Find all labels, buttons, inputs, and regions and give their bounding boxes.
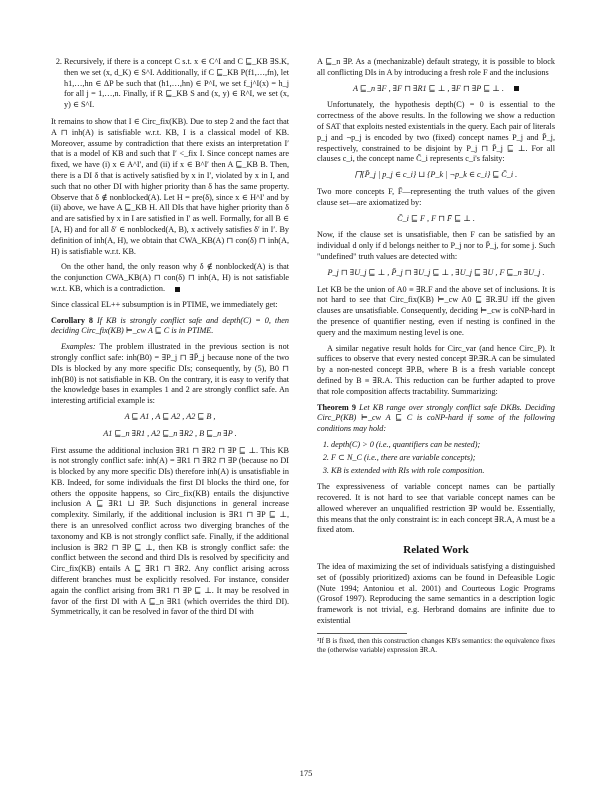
corollary-label: Corollary 8 xyxy=(51,315,94,325)
undefined-values-paragraph: Now, if the clause set is unsatisfiable, then F can be satisfied by an individual d only if d belongs neither to P_j nor to P̄_j, for some j. Such "undefined" truth values are detected with: xyxy=(317,230,555,261)
page-number: 175 xyxy=(299,768,313,778)
related-work-paragraph: The idea of maximizing the set of individuals satisfying a distinguished set of (possibly prioritized) axioms can be found in Defeasible Logic (Nute 1994; Antoniou et al. 2001) and Courteous Logic Programs (Grosof 1997). Reproducing the same semantics in a description logic framework is not trivial, e.g. Herbrand domains are infinite due to existential xyxy=(317,562,555,626)
examples-paragraph xyxy=(51,342,289,407)
examples-text: The problem illustrated in the previous section is not strongly conflict safe: inh(B0) = ∃P_j ⊓ ∃P̄_j because none of the two DIs is blocked by any more specific DIs; consequently, by (5), B0 ⊓ inh(B0) is not satisfiable in KB. On the contrary, it is easy to verify that the knowledge bases in examples 1 and 2 are strongly conflict safe. An interesting artificial example is: xyxy=(51,342,289,406)
proof-paragraph-1: It remains to show that I ∈ Circ_fix(KB). Due to step 2 and the fact that A ⊓ inh(A) is satisfiable w.r.t. KB, I is a classical model of KB. Moreover, assume by contradiction that there exists an interpretation I′ that is a model of KB and such that I′ <_fix I. Since concept names are fixed, we have (i) x ∈ A^I′, and (ii) if x ∈ B^I′ then A ⊑_KB B. Then, there is a DI δ that is actively satisfied by x in I′, violated by x in I, and such that no other DI with higher priority than δ has the same property. Observe that δ ∉ nonblocked(A). Let H = pre(δ), since x ∈ H^I′ and by (ii) above, we have A ⊑_KB H. All DIs that have higher priority than δ and are satisfied by x in I are satisfied in I′ as well. Formally, for all B ∈ [A, H) and for all δ′ ∈ nonblocked(A, B), x actively satisfies δ′ in I′. By definition of inh(A, H), we obtain that CWA_KB(A) ⊓ con(δ) ⊓ inh(A, H) is satisfiable w.r.t. KB. xyxy=(51,116,289,256)
proof-paragraph-2-text: On the other hand, the only reason why δ ∉ nonblocked(A) is that the conjunction CWA_KB(A) ⊓ con(δ) ⊓ inh(A, H) is not satisfiable w.r.t. KB, which is a contradiction. xyxy=(51,262,289,293)
fresh-role-equation xyxy=(317,84,555,95)
theorem-label: Theorem 9 xyxy=(317,402,356,412)
examples-label: Examples: xyxy=(61,342,96,352)
undefined-values-equation: P_j ⊓ ∃U_j ⊑ ⊥ , P̄_j ⊓ ∃U_j ⊑ ⊥ , ∃U_j ⊑ ∃U , F ⊑_n ∃U_j . xyxy=(327,267,545,277)
theorem-condition: 1. depth(C) > 0 (i.e., quantifiers can be nested); xyxy=(331,440,555,451)
example-equation-2: A1 ⊑_n ∃R1 , A2 ⊑_n ∃R2 , B ⊑_n ∃P . xyxy=(103,428,237,438)
circ-var-paragraph: A similar negative result holds for Circ_var (and hence Circ_P). It suffices to observe that every nested concept ∃P.∃R.A can be simulated by a non-nested concept ∃P.B, where B is a fresh variable concept defined by B ≡ ∃R.A. This reduction can be further adapted to prove that role composition affects tractability. Summarizing: xyxy=(317,343,555,396)
sat-reduction-paragraph: Unfortunately, the hypothesis depth(C) = 0 is essential to the correctness of the above results. In the following we show a reduction of SAT that exploits nested existentials in the query. Each pair of literals p_j and ¬p_j is encoded by two (fixed) concept names P_j and P̄_j, respectively, constrained to be disjoint by P_j ⊓ P̄_j ⊑ ⊥. For all clauses c_i, the concept name C̄_i represents c_i's falsity: xyxy=(317,100,555,164)
corollary-text: If KB is strongly conflict safe and depth(C) = 0, then deciding Circ_fix(KB) ⊨_cw A ⊑ C is in PTIME. xyxy=(51,315,289,336)
theorem-conditions xyxy=(317,440,555,476)
conp-hardness-paragraph: Let KB be the union of A0 ≡ ∃R.F and the above set of inclusions. It is not hard to see that Circ_fix(KB) ⊨_cw A0 ⊑ ∃R.∃U iff the given clauses are unsatisfiable. Consequently, deciding ⊨_cw is coNP-hard in the presence of quantifier nesting, even if nesting is confined in the query and the maximum nesting level is one. xyxy=(317,284,555,337)
default-strategy-paragraph: A ⊑_n ∃P. As a (mechanizable) default strategy, it is possible to block all conflicting DIs in A by introducing a fresh role F and the inclusions xyxy=(317,57,555,77)
expressiveness-paragraph: The expressiveness of variable concept names can be partially recovered. It is not hard to see that variable concept names can be allowed wherever an unqualified restriction ∃P would be. Essentially, this means that the only constraint is: in each concept ∃R.A, A must be a fixed atom. xyxy=(317,482,555,535)
corollary-8 xyxy=(51,316,289,338)
section-heading: Related Work xyxy=(403,544,469,557)
theorem-condition: 3. KB is extended with RIs with role composition. xyxy=(331,466,555,477)
qed-icon xyxy=(175,287,180,292)
ptime-intro: Since classical EL++ subsumption is in PTIME, we immediately get: xyxy=(51,299,278,309)
construction-step-2: 2. Recursively, if there is a concept C s.t. x ∈ C^I and C ⊑_KB ∃S.K, then we set (x, d_K) ∈ S^I. Additionally, if C ⊑_KB P(f1,…,fn), let h1,…,hn ∈ ΔP be such that (h1,…,hn) ∈ P^I, we set f_j^I(x) = h_j for all j = 1,…,n. Finally, if R ⊑_KB S and (x, y) ∈ R^I, we set (x, y) ∈ S^I. xyxy=(64,57,289,111)
fresh-role-equation-text: A ⊑_n ∃F , ∃F ⊓ ∃R1 ⊑ ⊥ , ∃F ⊓ ∃P ⊑ ⊥ . xyxy=(353,83,504,93)
truth-values-equation: C̄_i ⊑ F , F ⊓ F̄ ⊑ ⊥ . xyxy=(397,213,475,223)
theorem-text: Let KB range over strongly conflict safe DKBs. Deciding Circ_P(KB) ⊨_cw A ⊑ C is coNP-hard if some of the following conditions may hold: xyxy=(317,402,555,434)
conflict-discussion: First assume the additional inclusion ∃R1 ⊓ ∃R2 ⊓ ∃P ⊑ ⊥. This KB is not strongly conflict safe: inh(A) = ∃R1 ⊓ ∃R2 ⊓ ∃P (because no DI is blocked by any more specific DIs) therefore inh(A) is unsatisfiable in KB. Indeed, for some individuals the first DI blocks the third one, for others the opposite happens, so Circ_fix(KB) entails the disjunctive inclusion A ⊑ ∃R1 ⊔ ∃P. Such disjunctions in general increase complexity. Similarly, if the additional inclusion is ∃R1 ⊓ ∃P ⊑ ⊥, there is an unresolved conflict across two diverging branches of the taxonomy and KB is not strongly conflict safe. Finally, if the additional inclusion is ∃R2 ⊓ ∃P ⊑ ⊥, then KB is strongly conflict safe: the conflict between the second and third DIs is resolved by specificity and Circ_fix(KB) entails A ⊑ ∃R1 ⊓ ∃R2. Any conflict arising across different branches must be explicitly resolved. For instance, consider again the conflict arising from ∃R1 ⊓ ∃P ⊑ ⊥. It may be resolved in favor of the first DI with A ⊑_n ∃R1 (which overrides the third DI). Symmetrically, it can be resolved in favor of the third DI with xyxy=(51,445,289,617)
qed-icon xyxy=(514,86,519,91)
truth-values-paragraph: Two more concepts F, F̄—representing the truth values of the given clause set—are axiomatized by: xyxy=(317,186,555,207)
construction-step-list xyxy=(51,57,289,111)
proof-paragraph-2 xyxy=(51,262,289,294)
footnote: ³If B is fixed, then this construction changes KB's semantics: the equivalence fixes the (otherwise variable) expression ∃R.A. xyxy=(317,636,555,654)
theorem-condition: 2. F ⊂ N_C (i.e., there are variable concepts); xyxy=(331,453,555,464)
right-column xyxy=(317,57,555,655)
clause-falsity-equation: ⨅{P̄_j | p_j ∈ c_i} ⊔ {P_k | ¬p_k ∈ c_i} ⊑ C̄_i . xyxy=(354,170,518,180)
example-equation-1: A ⊑ A1 , A ⊑ A2 , A2 ⊑ B , xyxy=(124,411,216,421)
theorem-9 xyxy=(317,403,555,435)
left-column xyxy=(51,57,289,623)
